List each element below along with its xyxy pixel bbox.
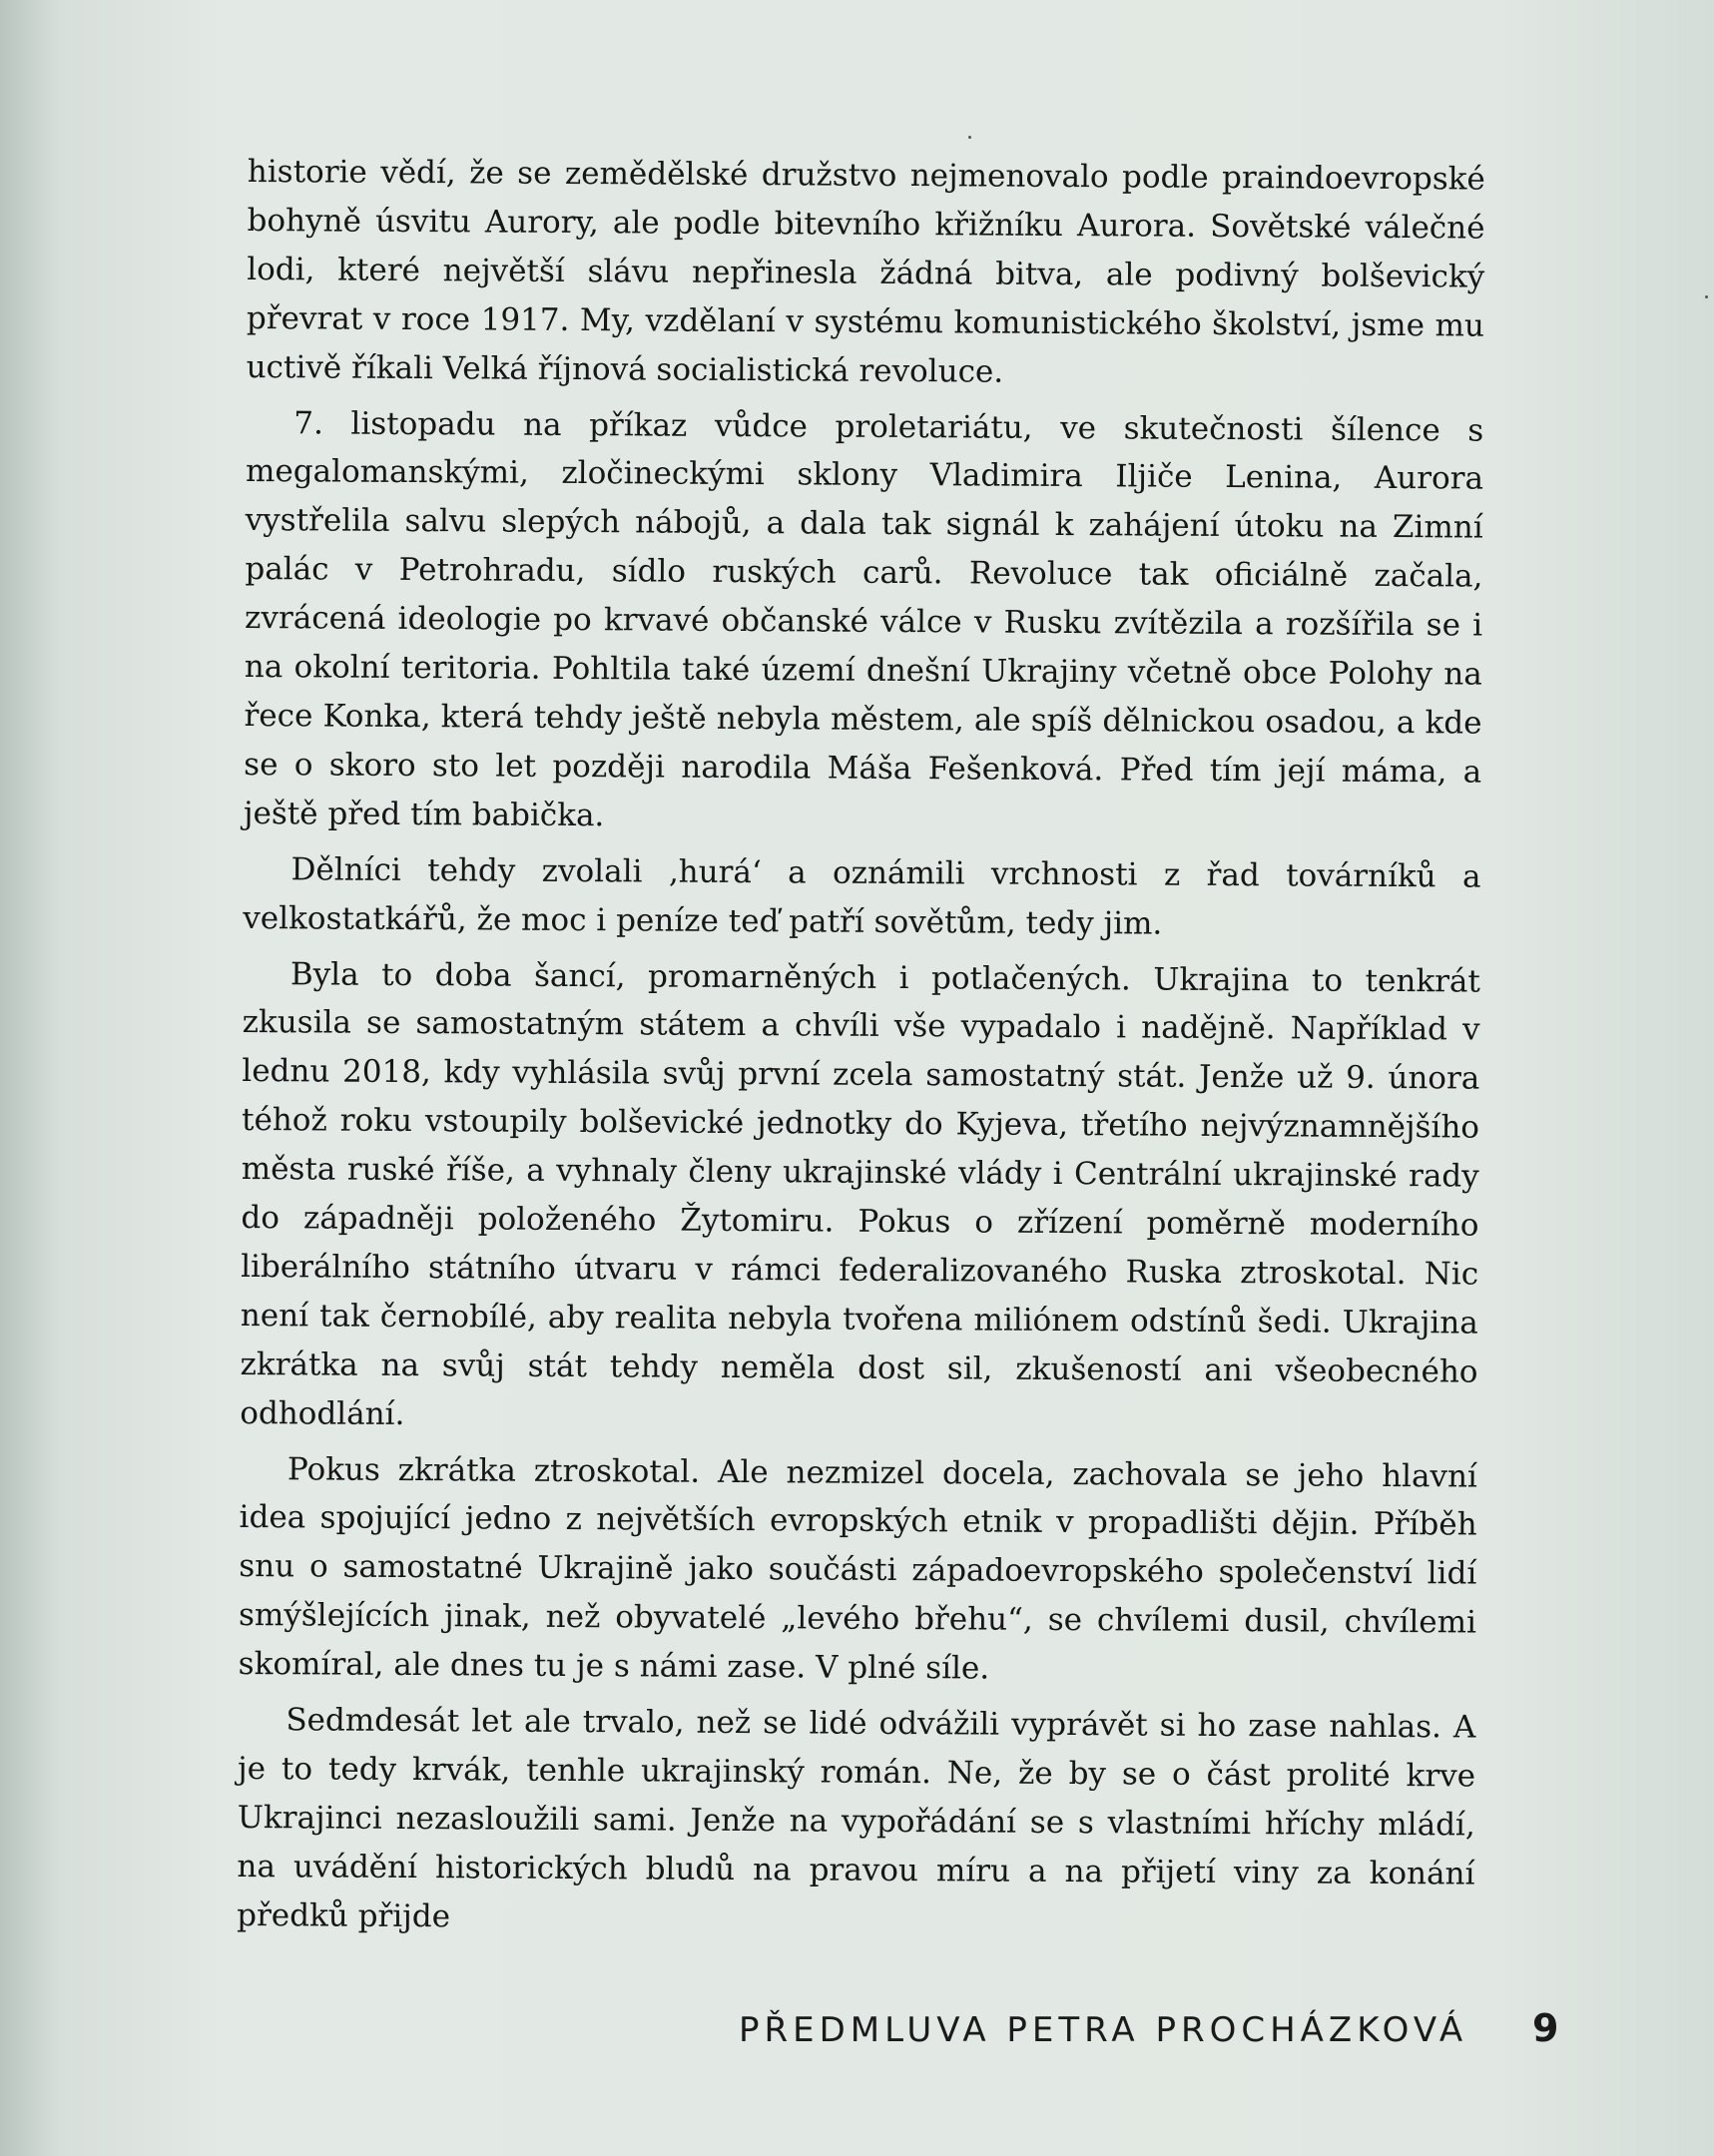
paragraph-1: historie vědí, že se zemědělské družstvo nejmenovalo podle praindoevropské bohyně úsvitu Aurory, ale podle bitevního křižníku Aurora. Sovětské válečné lodi, které největší slávu nepřinesla žádná bitva, ale podivný bolševický převrat v roce 1917. My, vzdělaní v systému komunistického školství, jsme mu uctivě říkali Velká říjnová socialistická revoluce.: [246, 153, 1485, 390]
page-footer: [739, 2000, 1557, 2060]
page-number: 9: [1532, 2006, 1559, 2050]
paragraph-5: Pokus zkrátka ztroskotal. Ale nezmizel docela, zachovala se jeho hlavní idea spojující jedno z největších evropských etnik v propadlišti dějin. Příběh snu o samostatné Ukrajině jako součásti západoevropského společenství lidí smýšlejících jinak, než obyvatelé „levého břehu“, se chvílemi dusil, chvílemi skomíral, ale dnes tu je s námi zase. V plné síle.: [238, 1450, 1478, 1687]
paragraph-3: Dělníci tehdy zvolali ‚hurá‘ a oznámili vrchnosti z řad továrníků a velkostatkářů, že moc i peníze teď patří sovětům, tedy jim.: [243, 850, 1481, 942]
paragraph-6: Sedmdesát let ale trvalo, než se lidé odvážili vyprávět si ho zase nahlas. A je to tedy krvák, tenhle ukrajinský román. Ne, že by se o část prolité krve Ukrajinci nezasloužili sami. Jenže na vypořádání se s vlastními hříchy mládí, na uvádění historických bludů na pravou míru a na přijetí viny za konání předků přijde: [237, 1702, 1476, 1934]
paper-speck: [1705, 295, 1708, 298]
paper-speck: [968, 136, 971, 139]
running-head: PŘEDMLUVA PETRA PROCHÁZKOVÁ: [739, 2010, 1468, 2050]
paragraph-4: Byla to doba šancí, promarněných i potlačených. Ukrajina to tenkrát zkusila se samostatným státem a chvíli vše vypadalo i nadějně. Například v lednu 2018, kdy vyhlásila svůj první zcela samostatný stát. Jenže už 9. února téhož roku vstoupily bolševické jednotky do Kyjeva, třetího nejvýznamnějšího města ruské říše, a vyhnaly členy ukrajinské vlády i Centrální ukrajinské rady do západněji položeného Žytomiru. Pokus o zřízení poměrně moderního liberálního státního útvaru v rámci federalizovaného Ruska ztroskotal. Nic není tak černobílé, aby realita nebyla tvořena miliónem odstínů šedi. Ukrajina zkrátka na svůj stát tehdy neměla dost sil, zkušeností ani všeobecného odhodlání.: [240, 955, 1481, 1432]
paragraph-2: 7. listopadu na příkaz vůdce proletariátu, ve skutečnosti šílence s megalomanskými, zločineckými sklony Vladimira Iljiče Lenina, Aurora vystřelila salvu slepých nábojů, a dala tak signál k zahájení útoku na Zimní palác v Petrohradu, sídlo ruských carů. Revoluce tak oficiálně začala, zvrácená ideologie po krvavé občanské válce v Rusku zvítězila a rozšířila se i na okolní teritoria. Pohltila také území dnešní Ukrajiny včetně obce Polohy na řece Konka, která tehdy ještě nebyla městem, ale spíš dělnickou osadou, a kde se o skoro sto let později narodila Máša Fešenková. Před tím její máma, a ještě před tím babička.: [243, 404, 1484, 833]
body-text: [237, 148, 1485, 1954]
